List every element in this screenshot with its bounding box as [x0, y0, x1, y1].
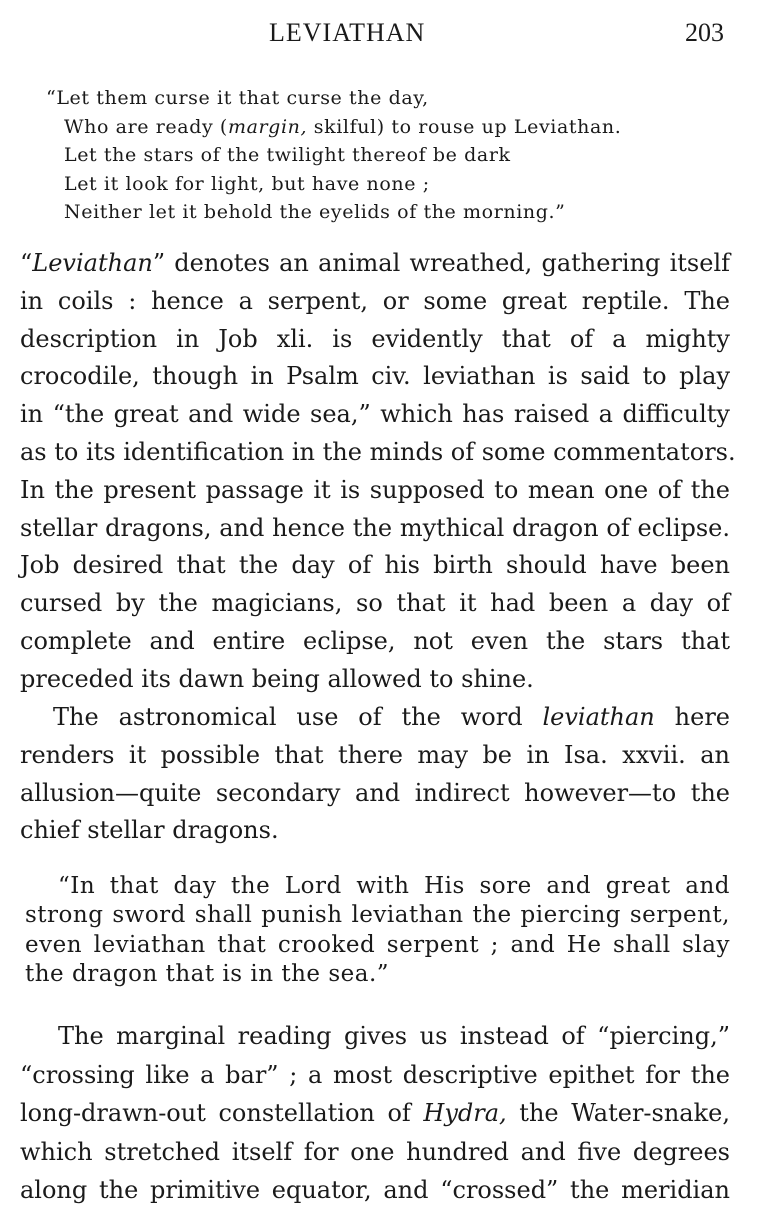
term-hydra: Hydra,: [423, 1099, 507, 1127]
text-line: which stretched itself for one hundred and five degrees: [20, 1137, 730, 1166]
verse-line: “Let them curse it that curse the day,: [46, 87, 429, 109]
quote-line: “In that day the Lord with His sore and great and: [58, 873, 730, 899]
text-fragment: long-drawn-out constellation of: [20, 1099, 424, 1127]
text-line: renders it possible that there may be in Isa. xxvii. an: [20, 740, 730, 769]
isaiah-quotation: [25, 872, 730, 990]
text-line: crocodile, though in Psalm civ. leviathan is said to play: [20, 362, 730, 391]
margin-term: margin,: [227, 115, 308, 138]
text-fragment: ” denotes an animal wreathed, gathering itself: [152, 249, 730, 277]
text-line: as to its identification in the minds of some commentators.: [20, 437, 736, 466]
term-leviathan: leviathan: [542, 703, 655, 731]
text-line: “crossing like a bar” ; a most descriptive epithet for the: [20, 1060, 730, 1089]
text-line: [20, 699, 730, 737]
text-line: In the present passage it is supposed to mean one of the: [20, 475, 730, 504]
page-number: 203: [685, 18, 724, 47]
text-fragment: “: [20, 249, 33, 277]
text-line: [20, 245, 730, 283]
verse-text: skilful) to rouse up Leviathan.: [307, 115, 622, 138]
verse-line: [46, 113, 736, 142]
text-line: preceded its dawn being allowed to shine.: [20, 664, 534, 693]
verse-line: Let the stars of the twilight thereof be dark: [64, 144, 511, 166]
text-line: complete and entire eclipse, not even the stars that: [20, 626, 730, 655]
quote-line: even leviathan that crooked serpent ; and He shall slay: [25, 931, 730, 958]
running-title: LEVIATHAN: [269, 18, 426, 47]
term-leviathan: Leviathan: [32, 249, 153, 277]
text-line: cursed by the magicians, so that it had been a day of: [20, 589, 730, 618]
verse-quotation: [46, 84, 736, 227]
text-line: The marginal reading gives us instead of “piercing,”: [58, 1022, 730, 1050]
text-line: stellar dragons, and hence the mythical dragon of eclipse.: [20, 513, 730, 542]
text-fragment: the Water-snake,: [506, 1099, 730, 1127]
text-fragment: The astronomical use of the word: [53, 703, 543, 731]
page-header: [0, 18, 758, 58]
text-line: chief stellar dragons.: [20, 816, 279, 845]
paragraph-astronomical-use: [20, 699, 730, 850]
quote-line: strong sword shall punish leviathan the piercing serpent,: [25, 902, 730, 929]
text-line: in coils : hence a serpent, or some great reptile. The: [20, 286, 730, 315]
verse-line: Let it look for light, but have none ;: [64, 172, 430, 195]
text-line: description in Job xli. is evidently that of a mighty: [20, 324, 730, 353]
text-line: in “the great and wide sea,” which has raised a difficulty: [20, 400, 730, 429]
text-fragment: here: [654, 703, 731, 731]
quote-line: the dragon that is in the sea.”: [25, 961, 390, 988]
paragraph-marginal-reading: [20, 1017, 730, 1210]
verse-line: Neither let it behold the eyelids of the morning.”: [64, 201, 566, 223]
verse-text: Who are ready (: [64, 115, 228, 138]
paragraph-leviathan-meaning: [20, 245, 736, 699]
text-line: along the primitive equator, and “crossed” the meridian: [20, 1176, 730, 1204]
text-line: [20, 1094, 730, 1133]
text-line: allusion—quite secondary and indirect however—to the: [20, 778, 730, 807]
text-line: Job desired that the day of his birth should have been: [20, 551, 730, 580]
